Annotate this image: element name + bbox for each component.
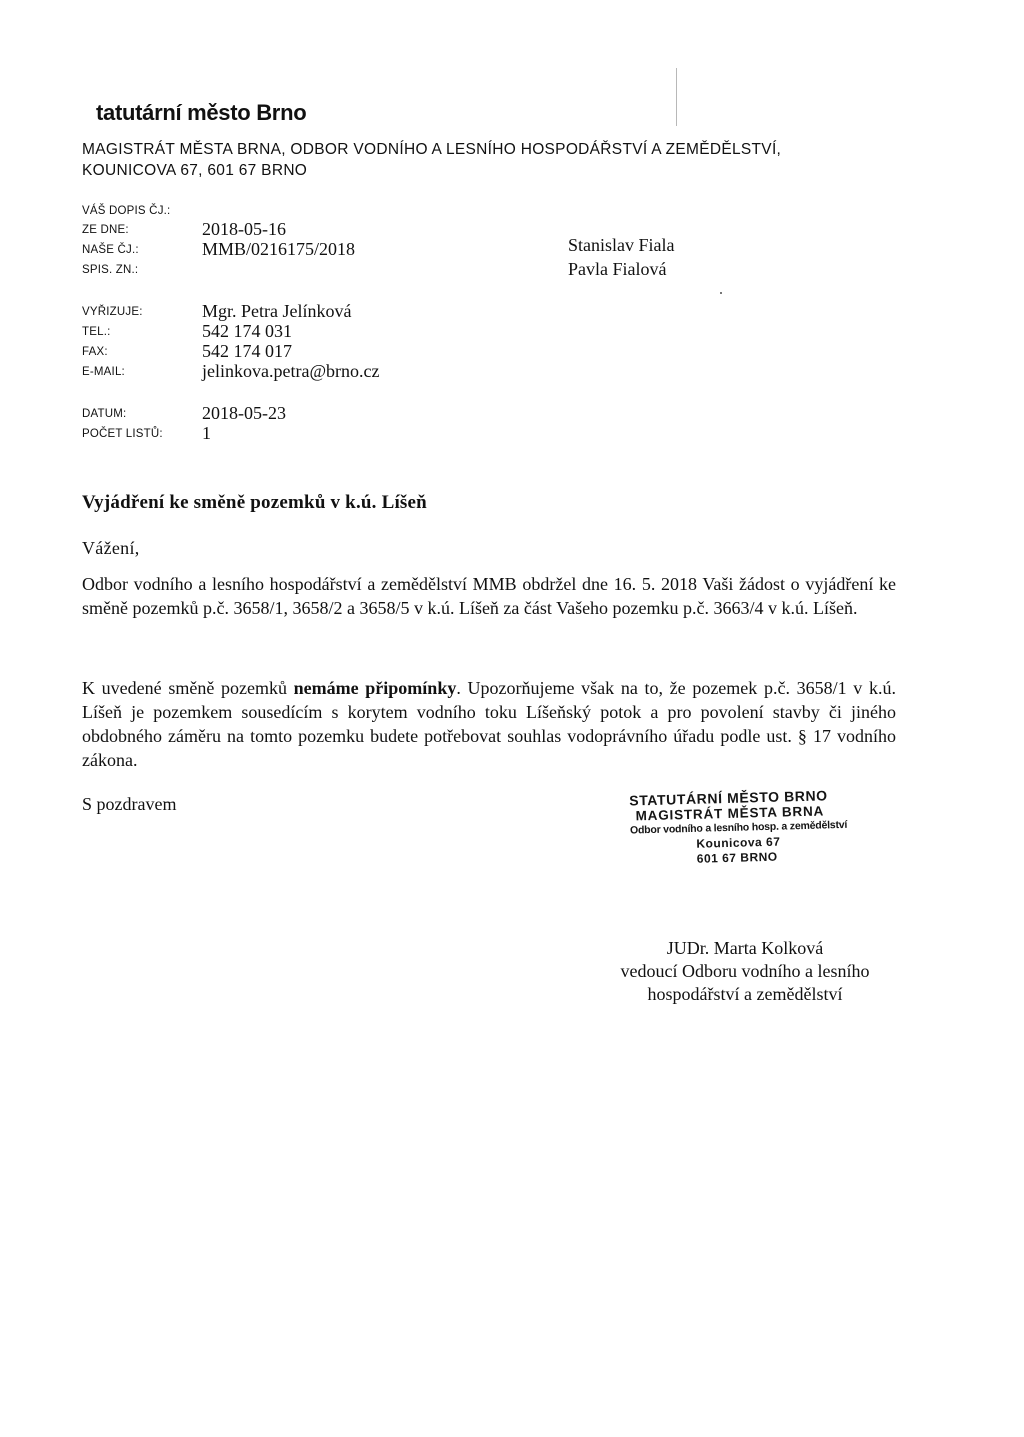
fax-value: 542 174 017	[202, 341, 292, 361]
handled-by-label: VYŘIZUJE:	[82, 306, 143, 318]
organization-name: tatutární město Brno	[96, 100, 307, 125]
date-of-letter-label: ZE DNE:	[82, 224, 129, 236]
file-ref-label: SPIS. ZN.:	[82, 264, 139, 276]
office-stamp	[629, 786, 901, 868]
your-letter-label: VÁŠ DOPIS ČJ.:	[82, 205, 171, 217]
office-address-line2: KOUNICOVA 67, 601 67 BRNO	[82, 162, 308, 179]
salutation: Vážení,	[82, 538, 140, 558]
stamp-line3: Odbor vodního a lesního hosp. a zemědělství	[629, 818, 848, 837]
recipient-line2: Pavla Fialová	[568, 259, 667, 279]
sheet-count-label: POČET LISTŮ:	[82, 428, 163, 440]
letter-subject: Vyjádření ke směně pozemků v k.ú. Líšeň	[82, 492, 427, 513]
signatory-title-line2: hospodářství a zemědělství	[647, 984, 843, 1004]
body-paragraph-1: Odbor vodního a lesního hospodářství a zemědělství MMB obdržel dne 16. 5. 2018 Vaši žádost o vyjádření ke směně pozemků p.č. 3658/1, 3658/2 a 3658/5 v k.ú. Líšeň za část Vašeho pozemku p.č. 3663/4 v k.ú. Líšeň.	[82, 574, 896, 618]
fax-label: FAX:	[82, 346, 108, 358]
our-ref-label: NAŠE ČJ.:	[82, 244, 139, 256]
stamp-line2: MAGISTRÁT MĚSTA BRNA	[635, 803, 825, 824]
phone-value: 542 174 031	[202, 321, 292, 341]
body-paragraph-2	[82, 676, 896, 772]
signatory-name: JUDr. Marta Kolková	[666, 938, 824, 958]
scan-artifact-dot	[720, 292, 722, 294]
signatory-title-line1: vedoucí Odboru vodního a lesního	[620, 961, 870, 981]
date-of-letter-value: 2018-05-16	[202, 219, 286, 239]
paragraph2-emphasis: nemáme připomínky	[293, 678, 457, 698]
phone-label: TEL.:	[82, 326, 111, 338]
closing-phrase: S pozdravem	[82, 794, 177, 814]
email-value: jelinkova.petra@brno.cz	[202, 361, 380, 381]
scan-artifact-line	[676, 68, 677, 126]
sheet-count-value: 1	[202, 423, 211, 443]
our-ref-value: MMB/0216175/2018	[202, 239, 356, 259]
date-value: 2018-05-23	[202, 403, 286, 423]
paragraph2-text-start: K uvedené směně pozemků	[82, 678, 294, 698]
office-address-line1: MAGISTRÁT MĚSTA BRNA, ODBOR VODNÍHO A LESNÍHO HOSPODÁŘSTVÍ A ZEMĚDĚLSTVÍ,	[82, 141, 782, 158]
date-label: DATUM:	[82, 408, 127, 420]
recipient-line1: Stanislav Fiala	[568, 235, 675, 255]
stamp-line1: STATUTÁRNÍ MĚSTO BRNO	[629, 787, 828, 809]
email-label: E-MAIL:	[82, 366, 125, 378]
handled-by-value: Mgr. Petra Jelínková	[202, 301, 352, 321]
signature-block	[580, 937, 910, 1006]
stamp-line4: Kounicova 67	[696, 834, 781, 851]
stamp-line5: 601 67 BRNO	[696, 849, 778, 866]
paragraph2-text-end: . Upozorňujeme však na to, že pozemek p.č. 3658/1 v k.ú. Líšeň je pozemkem sousedícím s korytem vodního toku Líšeňský potok a pro povolení stavby či jiného obdobného záměru na tomto pozemku budete potřebovat souhlas vodoprávního úřadu podle ust. § 17 vodního zákona.	[82, 678, 896, 770]
